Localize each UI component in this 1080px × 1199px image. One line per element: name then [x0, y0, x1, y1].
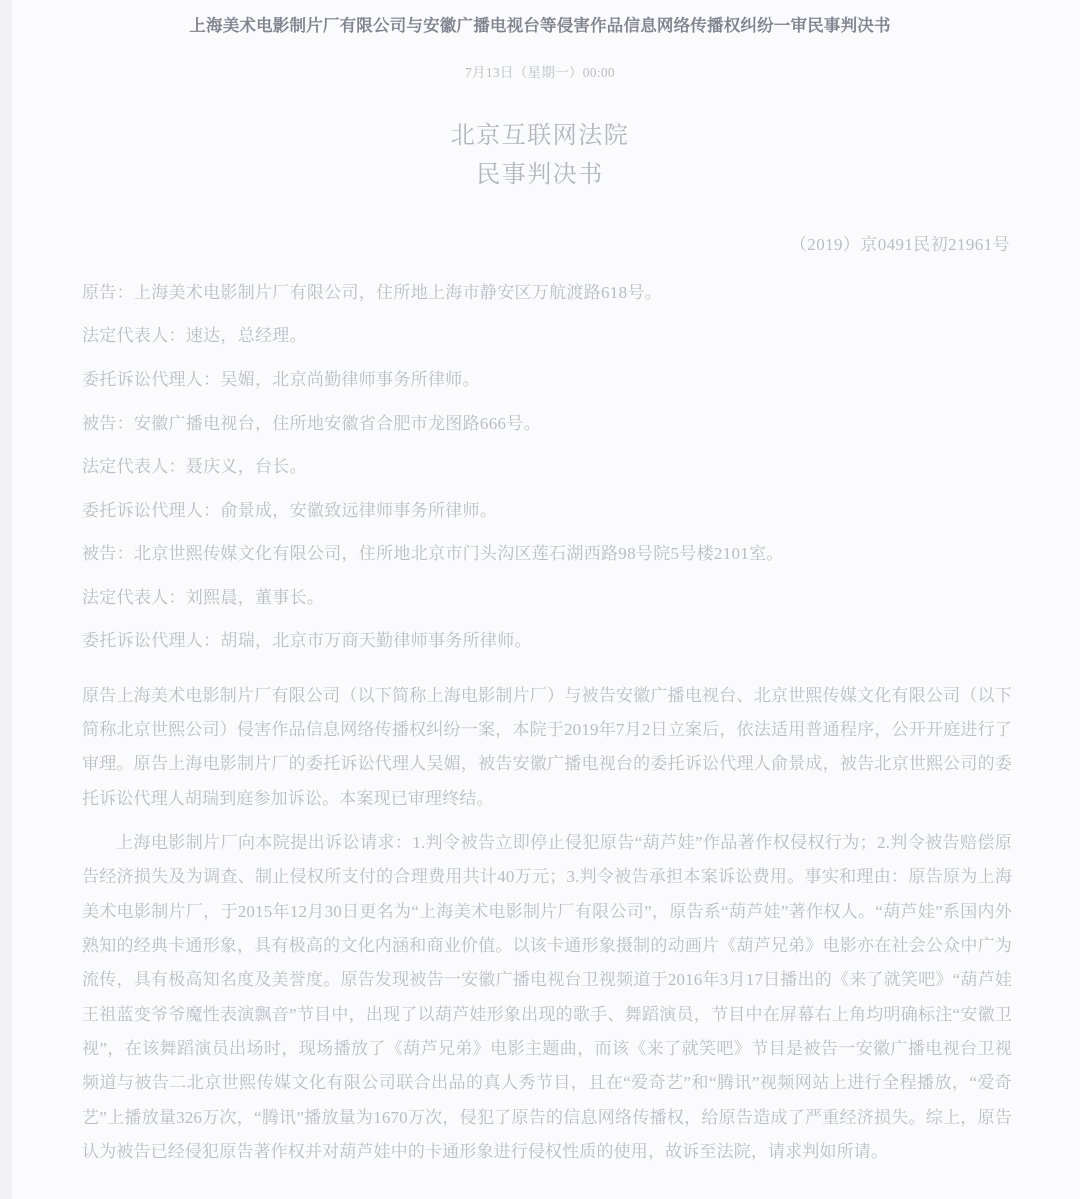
publish-date: 7月13日（星期一）00:00: [464, 64, 615, 80]
court-name: 北京互联网法院: [450, 122, 630, 149]
party-line-defendant-two: 被告：北京世熙传媒文化有限公司，住所地北京市门头沟区莲石湖西路98号院5号楼2101室。: [82, 544, 784, 564]
party-line-legal-representative: 法定代表人：聂庆义，台长。: [82, 457, 307, 477]
court-document-type: 民事判决书: [476, 162, 604, 189]
party-line-legal-representative: 法定代表人：刘熙晨，董事长。: [82, 587, 325, 607]
party-line-legal-representative: 法定代表人：速达，总经理。: [82, 326, 307, 346]
document-title: 上海美术电影制片厂有限公司与安徽广播电视台等侵害作品信息网络传播权纠纷一审民事判决书: [189, 16, 891, 35]
paragraph-procedure: 原告上海美术电影制片厂有限公司（以下简称上海电影制片厂）与被告安徽广播电视台、北京世熙传媒文化有限公司（以下简称北京世熙公司）侵害作品信息网络传播权纠纷一案，本院于2019年7月2日立案后，依法适用普通程序，公开开庭进行了审理。原告上海电影制片厂的委托诉讼代理人吴媚，被告安徽广播电视台的委托诉讼代理人俞景成，被告北京世熙公司的委托诉讼代理人胡瑞到庭参加诉讼。本案现已审理终结。: [82, 685, 1012, 808]
document-body: [0, 255, 1080, 1199]
case-number: （2019）京0491民初21961号: [789, 234, 1010, 254]
party-line-agent: 委托诉讼代理人：俞景成，安徽致远律师事务所律师。: [82, 500, 498, 520]
party-line-agent: 委托诉讼代理人：吴媚，北京尚勤律师事务所律师。: [82, 370, 480, 389]
party-line-plaintiff: 原告：上海美术电影制片厂有限公司，住所地上海市静安区万航渡路618号。: [82, 282, 662, 302]
party-line-agent: 委托诉讼代理人：胡瑞，北京市万商天勤律师事务所律师。: [82, 631, 532, 651]
party-line-defendant-one: 被告：安徽广播电视台，住所地安徽省合肥市龙图路666号。: [82, 413, 541, 433]
court-heading: [0, 81, 1080, 196]
paragraph-claims: 上海电影制片厂向本院提出诉讼请求：1.判令被告立即停止侵犯原告“葫芦娃”作品著作权侵权行为；2.判令被告赔偿原告经济损失及为调查、制止侵权所支付的合理费用共计40万元；3.判令被告承担本案诉讼费用。事实和理由：原告原为上海美术电影制片厂，于2015年12月30日更名为“上海美术电影制片厂有限公司”，原告系“葫芦娃”著作权人。“葫芦娃”系国内外熟知的经典卡通形象，具有极高的文化内涵和商业价值。以该卡通形象摄制的动画片《葫芦兄弟》电影亦在社会公众中广为流传，具有极高知名度及美誉度。原告发现被告一安徽广播电视台卫视频道于2016年3月17日播出的《来了就笑吧》“葫芦娃王祖蓝变爷爷魔性表演飘音”节目中，出现了以葫芦娃形象出现的歌手、舞蹈演员，节目中在屏幕右上角均明确标注“安徽卫视”，在该舞蹈演员出场时，现场播放了《葫芦兄弟》电影主题曲，而该《来了就笑吧》节目是被告一安徽广播电视台卫视频道与被告二北京世熙传媒文化有限公司联合出品的真人秀节目，且在“爱奇艺”和“腾讯”视频网站上进行全程播放，“爱奇艺”上播放量326万次，“腾讯”播放量为1670万次，侵犯了原告的信息网络传播权，给原告造成了严重经济损失。综上，原告认为被告已经侵犯原告著作权并对葫芦娃中的卡通形象进行侵权性质的使用，故诉至法院，请求判如所请。: [82, 833, 1012, 1161]
